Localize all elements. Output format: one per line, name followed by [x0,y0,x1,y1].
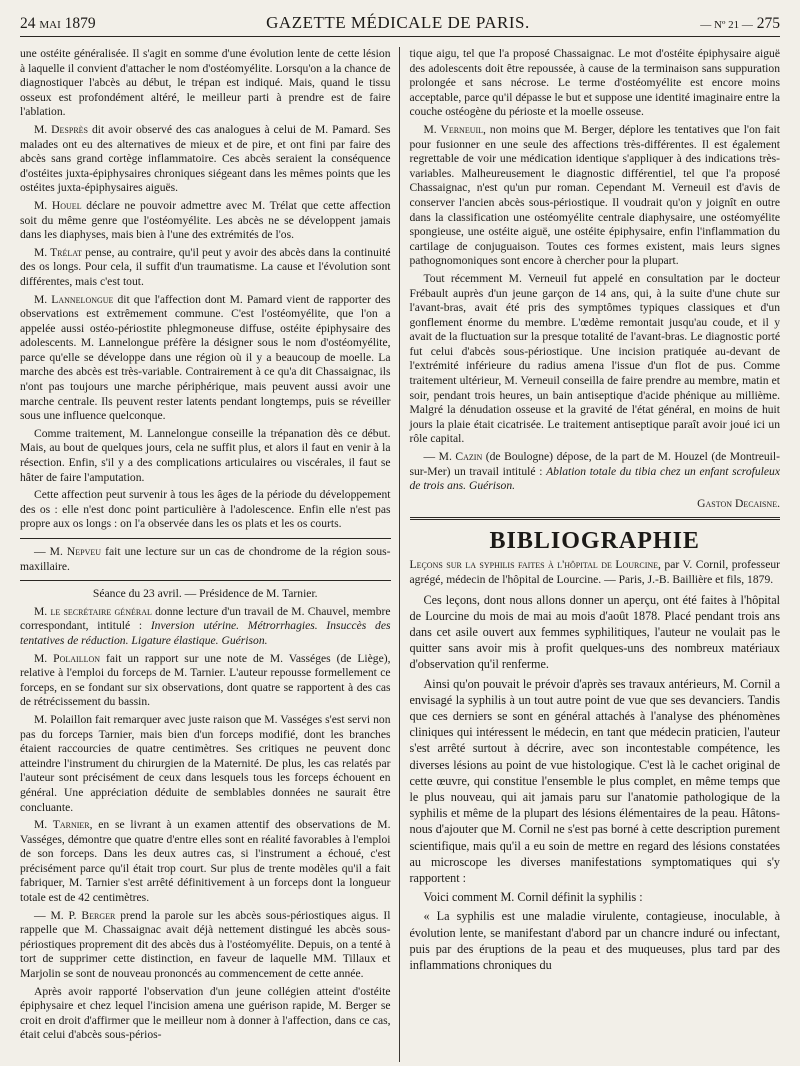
signature [410,497,781,512]
paragraph: M. Polaillon fait remarquer avec juste raison que M. Vasséges s'est servi non pas du forceps Tarnier, mais bien d'un forceps modifié, dont les branches étaient raccourcies de quatre centimètres. Ses critiques ne peuvent donc atteindre l'instrument du chirurgien de la Maternité. De plus, les cas relatés par l'auteur sont précisément de ceux dans lesquels tous les forceps échouent en général. Une appréciation déduite de semblables données ne saurait être concluante. [20,712,391,814]
book-reference [410,558,781,587]
paragraph-text: déclare ne pouvoir admettre avec M. Trélat que cette affection soit du même genre que l'ostéomyélite. Les abcès ne se développent jamais dans les diaphyses, mais bien à l'une des extrémités de l'os. [20,198,391,242]
speaker-name: M. le secrétaire général [34,604,152,618]
paragraph: une ostéite généralisée. Il s'agit en somme d'une évolution lente de cette lésion à laquelle il convient d'attacher le nom d'ostéomyélite. Lorsqu'on a la chance de diagnostiquer l'abcès au début, le trépan est indiqué. Mais, quand le tissu osseux est profondément altéré, le meilleur parti à prendre est de faire l'ablation. [20,47,391,119]
paragraph-text: fait un rapport sur une note de M. Vasséges (de Liège), relative à l'emploi du forceps de M. Tarnier. L'auteur repousse formellement ce forceps, en se fondant sur six observations, dont quatre se rapportent à des cas de rétrécissement du bassin. [20,651,391,709]
paragraph-text: donne lecture d'un travail de M. Chauvel, membre correspondant, intitulé : [20,604,391,633]
paragraph: Tout récemment M. Verneuil fut appelé en consultation par le docteur Frébault auprès d'un jeune garçon de 14 ans, qui, à la suite d'une chute sur l'avant-bras, avait été pris des symptômes typiques classiques et d'un gonflement énorme du membre. L'œdème remontait jusqu'au coude, et il y avait de la fluctuation sur la presque totalité de l'avant-bras. Le diagnostic porté fut celui d'abcès sous-périostique. Une incision pratiquée au-devant de l'extrémité inférieure du radius amena l'issue d'un flot de pus. Comme traitement ultérieur, M. Verneuil conseilla de faire prendre au membre, matin et soir, pendant trois heures, un bain antiseptique d'acide phénique au millième. Malgré la dénudation osseuse et la gravité de l'état général, en moins de huit jours la plaie était cicatrisée. Le traitement antiseptique paraît avoir joué ici un rôle capital. [409,271,780,446]
paragraph [20,123,391,196]
divider [20,538,391,539]
paragraph [20,293,391,424]
speaker-name: M. Lannelongue [34,292,114,306]
paragraph: Ces leçons, dont nous allons donner un aperçu, ont été faites à l'hôpital de Lourcine du mois de mai au mois d'août 1878. Placé pendant trois ans dans cet asile ouvert aux femmes syphilitiques, l'auteur ne voulait pas le quitter sans avoir mis à profit quelques-uns des nombreux matériaux d'observation qu'il renferme. [409,592,780,672]
paragraph [20,605,391,649]
signature-name: Gaston Decaisne. [697,496,780,510]
paragraph-text: fait une lecture sur un cas de chondrome de la région sous-maxillaire. [20,545,391,573]
paragraph: tique aigu, tel que l'a proposé Chassaignac. Le mot d'ostéite épiphysaire aiguë des adolescents doit être repoussée, à cause de la terminaison sans suppuration prolongée et sans nécrose. Le terme d'ostéomyélite est encore moins acceptable, parce qu'il dépasse le but et suppose une identité imaginaire entre la couche ostéogène du périoste et la moelle osseuse. [409,47,780,119]
paragraph-text: prend la parole sur les abcès sous-périostiques aigus. Il rappelle que M. Chassaignac avait déjà nettement distingué les abcès sous-périostiques proprement dit des abcès dus à l'ostéomyélite. Depuis, on a tenté à tort de supprimer cette distinction, en faveur de laquelle MM. Tillaux et Marjolin se sont de nouveau prononcés au commencement de cette année. [20,908,391,981]
date-year: 1879 [64,15,96,32]
paragraph-text: dit avoir observé des cas analogues à celui de M. Pamard. Ses malades ont eu des alternatives de mieux et de pire, et ont fini par faire des abcès sans grand cortège inflammatoire. Ces abcès seraient la conséquence d'ostéites juxta-épiphysaires chroniques siégeant dans les mêmes points que les ostéites juxta-épiphysaires aiguës. [20,122,391,195]
speaker-name: M. Verneuil [423,122,484,136]
issue-date [20,15,96,34]
speaker-name: M. Desprès [34,122,88,136]
paragraph: Comme traitement, M. Lannelongue conseille la trépanation dès ce début. Mais, au bout de quelques jours, cela ne suffit plus, et alors il faut en venir à la résection. Enfin, s'il y a des complications articulaires ou viscérales, il faut se hâter de faire l'amputation. [20,426,391,484]
paragraph-text: pense, au contraire, qu'il peut y avoir des abcès dans la continuité des os longs. Pour cela, il suffit d'un traumatisme. La cause et l'évolution sont différentes, mais c'est tout. [20,245,391,288]
issue-number: — Nº 21 — [700,19,753,31]
review-body [410,592,781,974]
right-column [399,47,781,1062]
paragraph [20,545,391,574]
divider [20,580,391,581]
paragraph [20,199,391,243]
paragraph: Voici comment M. Cornil définit la syphilis : [423,890,643,905]
paragraph [20,246,391,290]
paragraph: Ainsi qu'on pouvait le prévoir d'après ses travaux antérieurs, M. Cornil a envisagé la syphilis à un tout autre point de vue que ses devanciers. Tandis que ces derniers se sont en général attachés à l'analyse des phénomènes cliniques qui intéressent le médecin, en tant que médecin praticien, l'auteur s'est arrêté surtout à décrire, avec son incontestable compétence, les diverses lésions au point de vue histologique. C'est là le cachet original de cette œuvre, qui constitue l'ensemble le plus complet, en même temps que le plus nouveau, qui ait jamais paru sur l'anatomie pathologique de la syphilis et même de la plupart des lésions élémentaires de la peau. Hâtons-nous d'ajouter que M. Cornil ne s'est pas borné à cette description purement scientifique, mais qu'il a eu soin de mettre en regard des lésions constatées au microscope les diverses manifestations symptomatiques qui s'y rapportent : [409,676,780,886]
issue-info [700,15,780,34]
paragraph: « La syphilis est une maladie virulente, contagieuse, inoculable, à évolution lente, se manifestant d'abord par un chancre induré ou infectant, puis par des éruptions de la peau et des muqueuses, plus tard par des inflammations chroniques du [409,909,780,973]
paragraph [20,652,391,710]
paragraph [410,450,781,494]
paragraph [20,818,391,906]
paragraph-text: , en se livrant à un examen attentif des observations de M. Vasséges, démontre que quatre d'entre elles sont en réalité favorables à l'emploi de son forceps. Dans les deux autres cas, si l'instrument a échoué, c'est précisément parce qu'il était trop court. Sur plus de trente modèles qu'il a fait fabriquer, M. Tarnier s'est arrêté définitivement à un forceps dont la longueur totale est de 42 centimètres. [20,818,391,905]
section-title: BIBLIOGRAPHIE [489,528,700,555]
speaker-name: M. Polaillon [34,651,101,665]
paragraph-text: dit que l'affection dont M. Pamard vient de rapporter des observations est extrêmement commune. C'est l'ostéomyélite, que l'on a appelée aussi ostéo-périostite phlegmoneuse diffuse, ostéite épiphysaire des adolescents. M. Lannelongue préfère la désigner sous le nom d'ostéomyélite, parce qu'elle se développe dans une région où il y a beaucoup de moelle. La marche des abcès est très-variable. Contrairement à ce qu'a dit Chassaignac, ils n'ont pas toujours une marche périphérique, mais peuvent aussi avoir une marche centrale. Ils peuvent rester latents pendant longtemps, puis se réveiller sous une influence quelconque. [20,292,391,423]
speaker-name: M. Trélat [34,245,83,259]
paragraph: Après avoir rapporté l'observation d'un jeune collégien atteint d'ostéite épiphysaire et chez lequel l'incision amena une guérison rapide, M. Berger se croit en droit d'affirmer que le meilleur nom à donner à l'affection, dans ce cas, était celui d'abcès sous-périos- [20,984,391,1042]
page-header [20,14,780,37]
left-column [20,47,399,1062]
speaker-name: M. Tarnier [34,818,90,832]
section-divider [410,517,781,520]
page-number: 275 [756,15,780,32]
paragraph-text: , non moins que M. Berger, déplore les tentatives que l'on fait pour fusionner en une seule des affections très-différentes. Il est également regrettable de voir une médication identique s'appliquer à des indications très-variables. Malheureusement le diagnostic différentiel, tel que l'a proposé Chassaignac, n'est qu'un pur roman. Cependant M. Verneuil est d'avis de conserver l'ancien abcès sous-périostique. Il voudrait qu'on y joignît en outre dans la classification une ostéomyélite centrale diaphysaire, une ostéomyélite spongieuse, une ostéite aiguë, une ostéite épiphysaire, enfin l'inflammation du cartilage de conjuguaison. Toutes ces formes existent, mais leurs signes pathognomoniques sont encore à chercher pour la plupart. [409,122,780,268]
speaker-name: — M. Cazin [423,450,483,464]
paragraph [410,123,781,269]
work-title: Inversion utérine. Métrorrhagies. Insuccès des tentatives de réduction. Ligature élastique. Guérison. [20,619,391,647]
speaker-name: — M. P. Berger [34,908,116,922]
speaker-name: — M. Nepveu [34,545,102,558]
book-title: Leçons sur la syphilis faites à l'hôpital de Lourcine [409,558,659,572]
session-heading: Séance du 23 avril. — Présidence de M. Tarnier. [92,587,318,601]
journal-title: GAZETTE MÉDICALE DE PARIS. [266,13,530,32]
date-month: MAI [39,19,61,31]
paragraph: Cette affection peut survenir à tous les âges de la période du développement des os : elle n'est donc point particulière à l'adolescence. Enfin elle n'est pas propre aux os longs : on l'a observée dans les os plats et les os courts. [20,488,391,531]
date-day: 24 [20,15,36,32]
book-author: , par V. Cornil, professeur agrégé, médecin de l'hôpital de Lourcine. — Paris, J.-B. Baillière et fils, 1879. [409,558,780,586]
speaker-name: M. Houel [34,198,82,212]
paragraph [20,909,391,982]
paragraph-text: (de Boulogne) dépose, de la part de M. Houzel (de Montreuil-sur-Mer) un travail intitulé : [409,450,780,478]
work-title: Ablation totale du tibia chez un enfant scrofuleux de trois ans. Guérison. [409,464,780,493]
